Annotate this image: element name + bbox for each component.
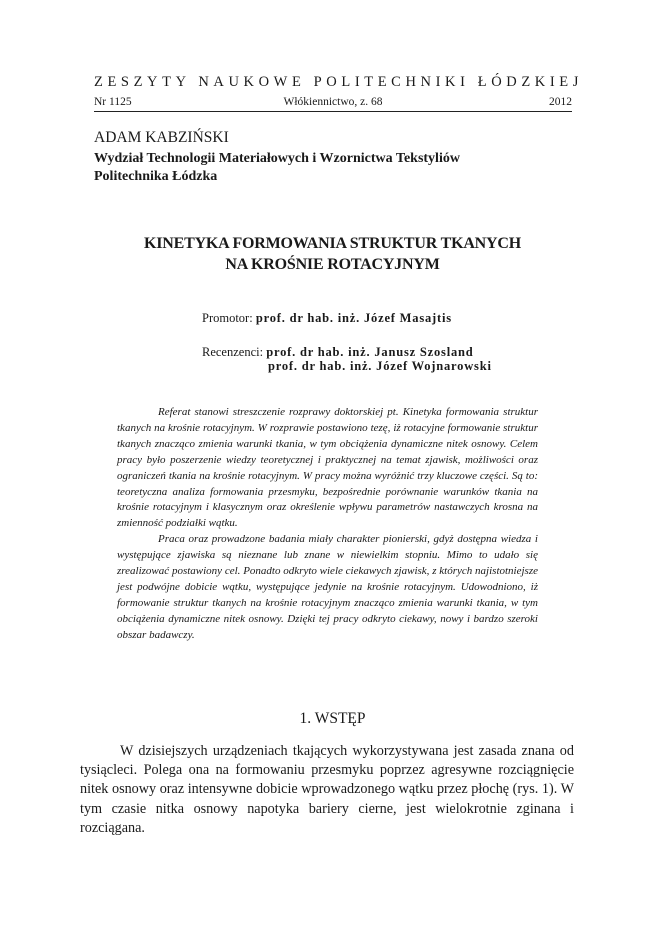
issue-number: Nr 1125 [94,96,132,108]
abstract-paragraph-2: Praca oraz prowadzone badania miały charakter pionierski, gdyż dostępna wiedza i występujące zjawiska są nieznane lub znane w niewielkim stopniu. Mimo to udało się zrealizować postawiony cel. Ponadto odkryto wiele ciekawych zjawisk, z których najistotniejsze jest podwójne dobicie wątku, występujące jedynie na krośnie rotacyjnym. Udowodniono, iż formowanie struktur tkanych na krośnie rotacyjnym znacząco zmienia warunki tkania, w tym obciążenia dynamiczne nitek osnowy. Dzięki tej pracy odkryto ciekawy, nowy i bardzo szeroki obszar badawczy. [117,533,538,641]
reviewer-1-name: prof. dr hab. inż. Janusz Szosland [266,345,474,359]
journal-meta-row [94,96,572,110]
paper-title-line-1: KINETYKA FORMOWANIA STRUKTUR TKANYCH [144,235,521,252]
paper-title-line-2: NA KROŚNIE ROTACYJNYM [225,256,440,273]
author-affiliation-faculty: Wydział Technologii Materiałowych i Wzornictwa Tekstyliów [94,151,460,166]
author-name: ADAM KABZIŃSKI [94,129,229,146]
reviewer-2-name: prof. dr hab. inż. Józef Wojnarowski [268,359,492,373]
reviewers-label: Recenzenci: [202,345,264,359]
body-paragraph-1: W dzisiejszych urządzeniach tkających wykorzystywana jest zasada znana od tysiącleci. Polega ona na formowaniu przesmyku poprzez agresywne rozciągnięcie nitek osnowy oraz intensywne dobicie wprowadzonego wątku przez płochę (rys. 1). W tym czasie nitka osnowy napotyka bariery cierne, jest wielokrotnie zginana i rozciągana. [80,743,574,836]
reviewer-2-credit [268,359,492,374]
reviewers-credit [202,345,474,360]
author-affiliation-university: Politechnika Łódzka [94,169,218,184]
header-rule [94,111,572,112]
promotor-name: prof. dr hab. inż. Józef Masajtis [255,311,452,325]
journal-volume: Włókiennictwo, z. 68 [283,96,383,108]
section-heading: 1. WSTĘP [299,710,366,727]
promotor-credit [202,311,452,326]
promotor-label: Promotor: [202,311,253,325]
journal-series-title: ZESZYTY NAUKOWE POLITECHNIKI ŁÓDZKIEJ [94,74,584,90]
abstract-paragraph-1: Referat stanowi streszczenie rozprawy doktorskiej pt. Kinetyka formowania struktur tkanych na krośnie rotacyjnym. W rozprawie postawiono tezę, iż rotacyjne formowanie struktur tkanych znacząco zmienia warunki tkania, w tym obciążenia dynamiczne nitek osnowy. Celem pracy było poszerzenie wiedzy teoretycznej i praktycznej na temat zjawisk, możliwości oraz ograniczeń tkania na krośnie rotacyjnym. W pracy można wyróżnić trzy kluczowe części. Są to: teoretyczna analiza formowania przesmyku, bezpośrednie porównanie warunków tkania na krośnie rotacyjnym i klasycznym oraz określenie wpływu parametrów nastawczych krosna na zmienność podziałki wątku. [117,406,538,530]
section-body [80,742,574,838]
abstract [117,405,538,644]
publication-year: 2012 [549,96,572,108]
